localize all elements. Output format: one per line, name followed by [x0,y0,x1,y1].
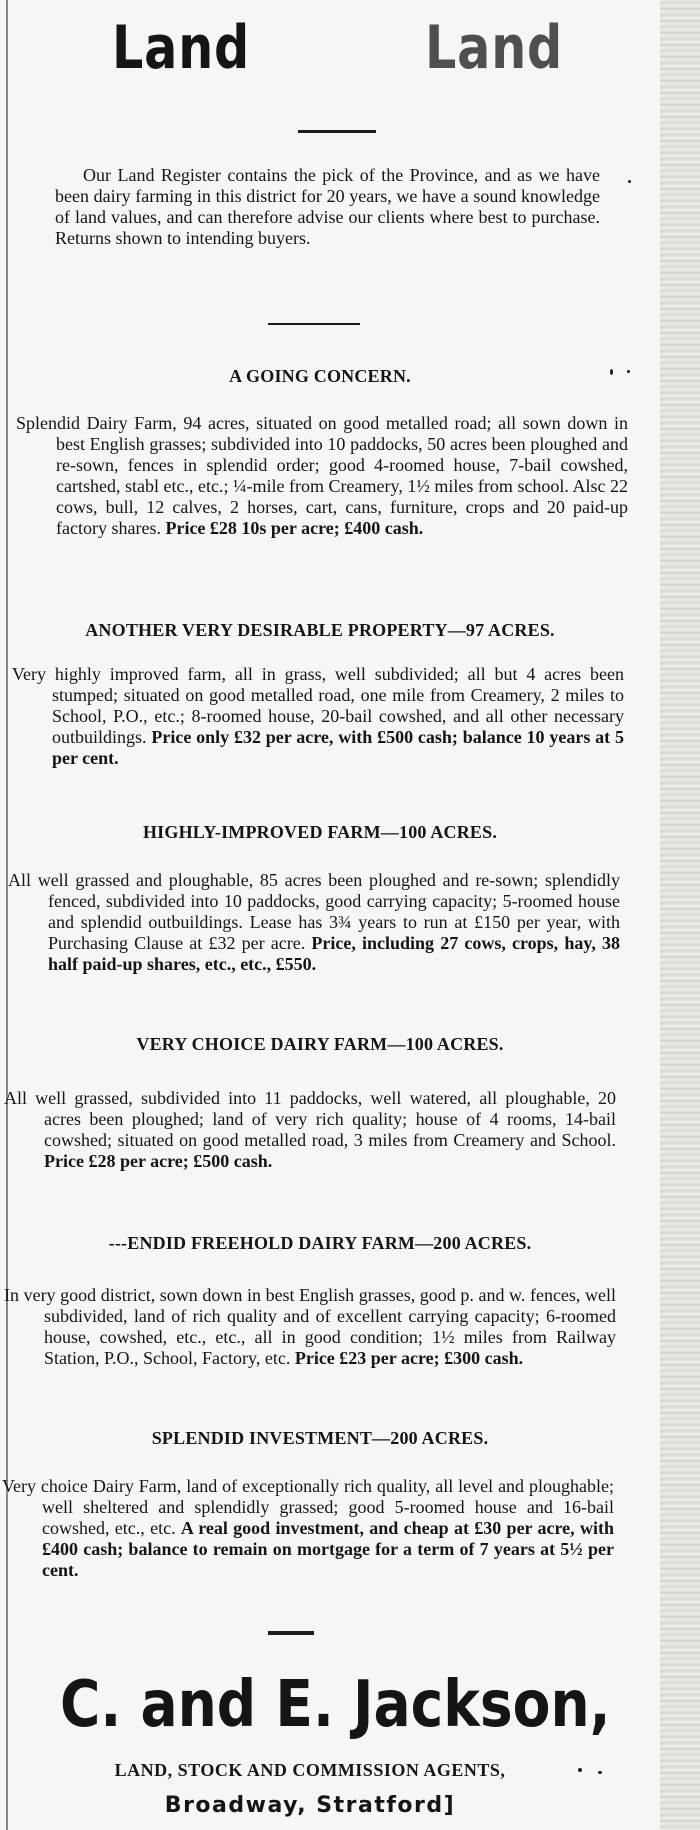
listing-body [4,1285,616,1369]
listing-heading: VERY CHOICE DAIRY FARM—100 ACRES. [136,1034,504,1054]
ink-speck [627,370,630,373]
firm-name: C. and E. Jackson, [60,1668,611,1742]
listing-text: All well grassed, subdivided into 11 paddocks, well watered, all ploughable, 20 acres been ploughed; land of very rich quality; house of 4 rooms, 14-bail cowshed; situated on good metalled road, 3 miles from Creamery and School. [4,1088,616,1150]
firm-subtitle: LAND, STOCK AND COMMISSION AGENTS, [114,1760,506,1780]
listing-text: All well grassed and ploughable, 85 acres been ploughed and re-sown; splendidly fenced, subdivided into 10 paddocks, good carrying capacity; 5-roomed house and splendid outbuildings. Lease has 3¾ years to run at £150 per year, with Purchasing Clause at £32 per acre. [8,870,620,953]
listing-price: Price £28 10s per acre; £400 cash. [165,518,424,538]
listing-text: Splendid Dairy Farm, 94 acres, situated on good metalled road; all sown down in best English grasses; subdivided into 10 paddocks, 50 acres been ploughed and re-sown, fences in splendid order; good 4-roomed house, 7-bail cowshed, cartshed, stabl etc., etc.; ¼-mile from Creamery, 1½ miles from school. Alsc 22 cows, bull, 12 calves, 2 horses, cart, cans, furniture, crops and 20 paid-up factory shares. [16,413,628,538]
listing-text: In very good district, sown down in best English grasses, good p. and w. fences, well subdivided, land of rich quality and of excellent carrying capacity; 6-roomed house, cowshed, etc., etc., all in good condition; 1½ miles from Railway Station, P.O., School, Factory, etc. [4,1285,616,1368]
listing-price: Price £28 per acre; £500 cash. [44,1151,273,1171]
listing-text: Very highly improved farm, all in grass, well subdivided; all but 4 acres been stumped; situated on good metalled road, one mile from Creamery, 2 miles to School, P.O., etc.; 8-roomed house, 20-bail cowshed, and all other necessary outbuildings. [12,664,624,747]
divider-rule [268,1631,314,1635]
divider-rule [298,130,376,133]
ink-speck [610,369,613,375]
listing-price: Price, including 27 cows, crops, hay, 38 half paid-up shares, etc., etc., £550. [48,933,620,974]
listing-heading: A GOING CONCERN. [229,366,411,386]
ink-speck [578,1768,582,1772]
title-row [0,8,700,88]
listing-body [4,1088,616,1172]
listing-heading: ANOTHER VERY DESIRABLE PROPERTY—97 ACRES. [85,620,555,640]
intro-paragraph: Our Land Register contains the pick of the Province, and as we have been dairy farming in this district for 20 years, we have a sound knowledge of land values, and can therefore advise our clients where best to purchase. Returns shown to intending buyers. [55,165,600,248]
listing-body [16,413,628,539]
listing-body [12,664,624,769]
listing-heading: SPLENDID INVESTMENT—200 ACRES. [151,1428,489,1448]
listing-heading: HIGHLY-IMPROVED FARM—100 ACRES. [142,822,498,842]
divider-rule [268,323,360,325]
title-left: Land [112,13,251,83]
page-edge-noise [660,0,700,1830]
listing-body [2,1476,614,1581]
listing-price: Price only £32 per acre, with £500 cash; balance 10 years at 5 per cent. [52,727,625,768]
ink-speck [598,1771,602,1774]
ink-speck [628,180,631,183]
firm-address: Broadway, Stratford] [164,1793,456,1818]
listing-price: Price £23 per acre; £300 cash. [294,1348,524,1368]
listing-body [8,870,620,975]
listing-heading: ---ENDID FREEHOLD DAIRY FARM—200 ACRES. [108,1233,532,1253]
listing-price: A real good investment, and cheap at £30 per acre, with £400 cash; balance to remain on mortgage for a term of 7 years at 5½ per cent. [42,1518,614,1580]
title-right: Land [425,13,564,83]
listing-text: Very choice Dairy Farm, land of exceptionally rich quality, all level and ploughable; well sheltered and splendidly grassed; good 5-roomed house and 16-bail cowshed, etc., etc. [2,1476,614,1538]
